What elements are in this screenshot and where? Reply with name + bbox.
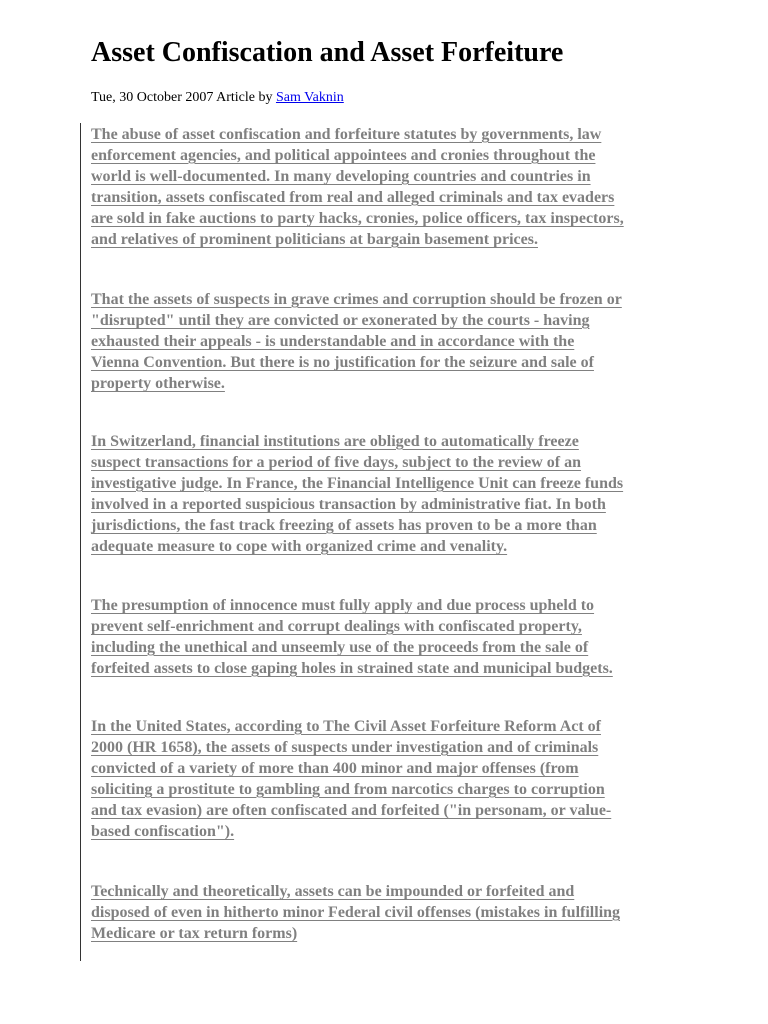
article-paragraph-6: Technically and theoretically, assets can be impounded or forfeited and disposed of even in hitherto minor Federal civil offenses (mistakes in fulfilling Medicare or tax return forms) (91, 883, 621, 942)
article-paragraph-3: In Switzerland, financial institutions are obliged to automatically freeze suspect transactions for a period of five days, subject to the review of an investigative judge. In France, the Financial Intelligence Unit can freeze funds involved in a reported suspicious transaction by administrative fiat. In both jurisdictions, the fast track freezing of assets has proven to be a more than adequate measure to cope with organized crime and venality. (91, 433, 624, 555)
article-date: Tue, 30 October 2007 Article by (91, 90, 276, 105)
article-paragraph-1: The abuse of asset confiscation and forfeiture statutes by governments, law enforcement agencies, and political appointees and cronies throughout the world is well-documented. In many developing countries and countries in transition, assets confiscated from real and alleged criminals and tax evaders are sold in fake auctions to party hacks, cronies, police officers, tax inspectors, and relatives of prominent politicians at bargain basement prices. (91, 126, 624, 248)
article-byline (91, 89, 344, 107)
article-paragraph-2: That the assets of suspects in grave crimes and corruption should be frozen or "disrupted" until they are convicted or exonerated by the courts - having exhausted their appeals - is understandable and in accordance with the Vienna Convention. But there is no justification for the seizure and sale of property otherwise. (91, 291, 622, 392)
quote-rule (80, 123, 81, 961)
article-paragraph-4: The presumption of innocence must fully apply and due process upheld to prevent self-enrichment and corrupt dealings with confiscated property, including the unethical and unseemly use of the proceeds from the sale of forfeited assets to close gaping holes in strained state and municipal budgets. (91, 597, 613, 677)
article-paragraph-5: In the United States, according to The Civil Asset Forfeiture Reform Act of 2000 (HR 1658), the assets of suspects under investigation and of criminals convicted of a variety of more than 400 minor and major offenses (from soliciting a prostitute to gambling and from narcotics charges to corruption and tax evasion) are often confiscated and forfeited ("in personam, or value- based confiscation"). (91, 718, 612, 840)
page-title: Asset Confiscation and Asset Forfeiture (91, 37, 564, 68)
author-link[interactable]: Sam Vaknin (275, 90, 344, 105)
